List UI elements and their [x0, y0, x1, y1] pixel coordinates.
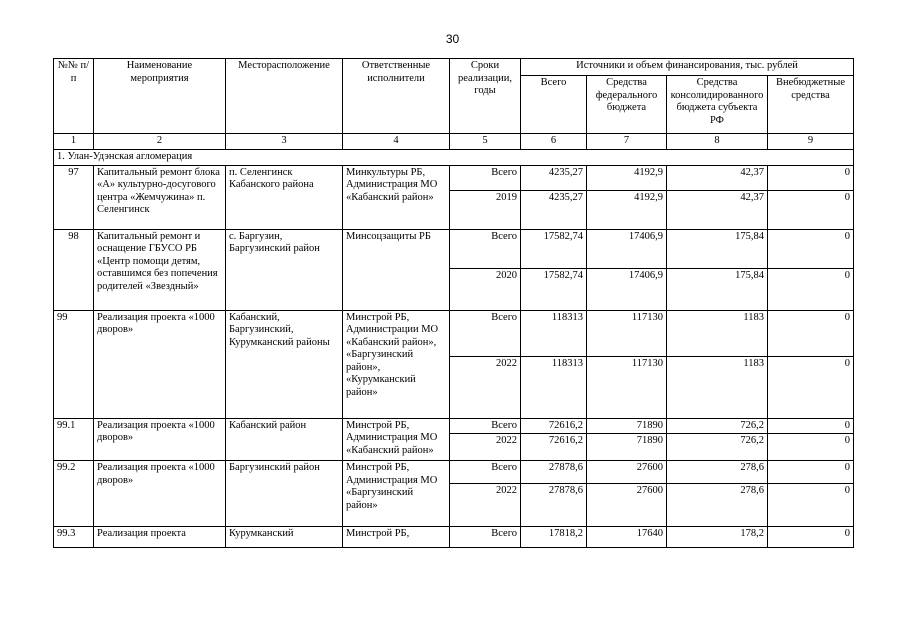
- row-location: п. Селенгинск Кабанского района: [226, 165, 343, 229]
- row-federal: 4192,9: [587, 190, 667, 229]
- row-name: Капитальный ремонт блока «А» культурно-досугового центра «Жемчужина» п. Селенгинск: [94, 165, 226, 229]
- table-row: [54, 229, 854, 268]
- row-extra: 0: [768, 527, 854, 548]
- row-total: 4235,27: [521, 190, 587, 229]
- row-federal: 4192,9: [587, 165, 667, 190]
- column-number: 4: [343, 134, 450, 150]
- row-number: 97: [54, 165, 94, 229]
- row-regional: 42,37: [667, 190, 768, 229]
- row-number: 98: [54, 229, 94, 310]
- column-number: 7: [587, 134, 667, 150]
- row-total: 17582,74: [521, 229, 587, 268]
- row-regional: 1183: [667, 356, 768, 418]
- row-period: 2019: [450, 190, 521, 229]
- row-federal: 17640: [587, 527, 667, 548]
- row-total: 4235,27: [521, 165, 587, 190]
- row-total: 27878,6: [521, 461, 587, 484]
- header-col-extra: Внебюджетные средства: [768, 76, 854, 134]
- row-period: Всего: [450, 527, 521, 548]
- row-regional: 175,84: [667, 268, 768, 310]
- row-federal: 27600: [587, 461, 667, 484]
- row-number: 99.2: [54, 461, 94, 527]
- column-number-row: [54, 134, 854, 150]
- row-total: 72616,2: [521, 418, 587, 434]
- row-responsible: Минстрой РБ, Администрация МО «Кабанский район»: [343, 418, 450, 461]
- column-number: 5: [450, 134, 521, 150]
- column-number: 3: [226, 134, 343, 150]
- header-col-name: Наименование мероприятия: [94, 59, 226, 134]
- row-regional: 278,6: [667, 461, 768, 484]
- row-regional: 726,2: [667, 434, 768, 461]
- row-regional: 42,37: [667, 165, 768, 190]
- row-regional: 178,2: [667, 527, 768, 548]
- table-row: [54, 527, 854, 548]
- row-total: 72616,2: [521, 434, 587, 461]
- row-period: 2022: [450, 484, 521, 527]
- row-period: Всего: [450, 418, 521, 434]
- header-col-regional: Средства консолидированного бюджета субъекта РФ: [667, 76, 768, 134]
- row-period: Всего: [450, 165, 521, 190]
- row-regional: 175,84: [667, 229, 768, 268]
- row-number: 99.3: [54, 527, 94, 548]
- row-responsible: Минстрой РБ,: [343, 527, 450, 548]
- row-federal: 17406,9: [587, 229, 667, 268]
- row-federal: 117130: [587, 356, 667, 418]
- header-col-period: Сроки реализации, годы: [450, 59, 521, 134]
- row-federal: 117130: [587, 310, 667, 356]
- row-name: Реализация проекта «1000 дворов»: [94, 418, 226, 461]
- row-extra: 0: [768, 190, 854, 229]
- row-extra: 0: [768, 418, 854, 434]
- row-total: 27878,6: [521, 484, 587, 527]
- row-location: Кабанский, Баргузинский, Курумканский районы: [226, 310, 343, 418]
- header-col-federal: Средства федерального бюджета: [587, 76, 667, 134]
- row-federal: 17406,9: [587, 268, 667, 310]
- row-number: 99.1: [54, 418, 94, 461]
- row-federal: 71890: [587, 418, 667, 434]
- row-location: с. Баргузин, Баргузинский район: [226, 229, 343, 310]
- row-extra: 0: [768, 229, 854, 268]
- row-total: 17582,74: [521, 268, 587, 310]
- row-extra: 0: [768, 484, 854, 527]
- column-number: 2: [94, 134, 226, 150]
- header-col-total: Всего: [521, 76, 587, 134]
- row-responsible: Минсоцзащиты РБ: [343, 229, 450, 310]
- table-row: [54, 310, 854, 356]
- header-col-responsible: Ответственные исполнители: [343, 59, 450, 134]
- row-location: Баргузинский район: [226, 461, 343, 527]
- section-row: [54, 150, 854, 166]
- header-funding-group: Источники и объем финансирования, тыс. рублей: [521, 59, 854, 76]
- row-regional: 278,6: [667, 484, 768, 527]
- row-location: Кабанский район: [226, 418, 343, 461]
- row-period: Всего: [450, 229, 521, 268]
- table-row: [54, 165, 854, 190]
- row-federal: 27600: [587, 484, 667, 527]
- row-extra: 0: [768, 434, 854, 461]
- row-name: Реализация проекта «1000 дворов»: [94, 310, 226, 418]
- table-row: [54, 418, 854, 434]
- row-regional: 726,2: [667, 418, 768, 434]
- row-total: 118313: [521, 310, 587, 356]
- header-col-location: Месторасположение: [226, 59, 343, 134]
- row-period: Всего: [450, 461, 521, 484]
- column-number: 8: [667, 134, 768, 150]
- column-number: 6: [521, 134, 587, 150]
- row-regional: 1183: [667, 310, 768, 356]
- row-period: 2022: [450, 356, 521, 418]
- page-number: 30: [445, 32, 460, 46]
- row-federal: 71890: [587, 434, 667, 461]
- row-responsible: Минкультуры РБ, Администрация МО «Кабанский район»: [343, 165, 450, 229]
- row-number: 99: [54, 310, 94, 418]
- row-period: 2022: [450, 434, 521, 461]
- row-extra: 0: [768, 356, 854, 418]
- row-extra: 0: [768, 268, 854, 310]
- row-name: Реализация проекта: [94, 527, 226, 548]
- row-name: Капитальный ремонт и оснащение ГБУСО РБ «Центр помощи детям, оставшимся без попечения родителей «Звездный»: [94, 229, 226, 310]
- column-number: 9: [768, 134, 854, 150]
- row-total: 17818,2: [521, 527, 587, 548]
- header-col-number: №№ п/п: [54, 59, 94, 134]
- row-period: Всего: [450, 310, 521, 356]
- row-total: 118313: [521, 356, 587, 418]
- header-row: [54, 59, 854, 76]
- column-number: 1: [54, 134, 94, 150]
- section-title: 1. Улан-Удэнская агломерация: [54, 150, 854, 166]
- row-extra: 0: [768, 310, 854, 356]
- row-extra: 0: [768, 165, 854, 190]
- row-responsible: Минстрой РБ, Администрации МО «Кабанский район», «Баргузинский район», «Курумканский район»: [343, 310, 450, 418]
- row-responsible: Минстрой РБ, Администрация МО «Баргузинский район»: [343, 461, 450, 527]
- row-location: Курумканский: [226, 527, 343, 548]
- row-name: Реализация проекта «1000 дворов»: [94, 461, 226, 527]
- row-extra: 0: [768, 461, 854, 484]
- table-row: [54, 461, 854, 484]
- funding-table: [53, 58, 854, 548]
- row-period: 2020: [450, 268, 521, 310]
